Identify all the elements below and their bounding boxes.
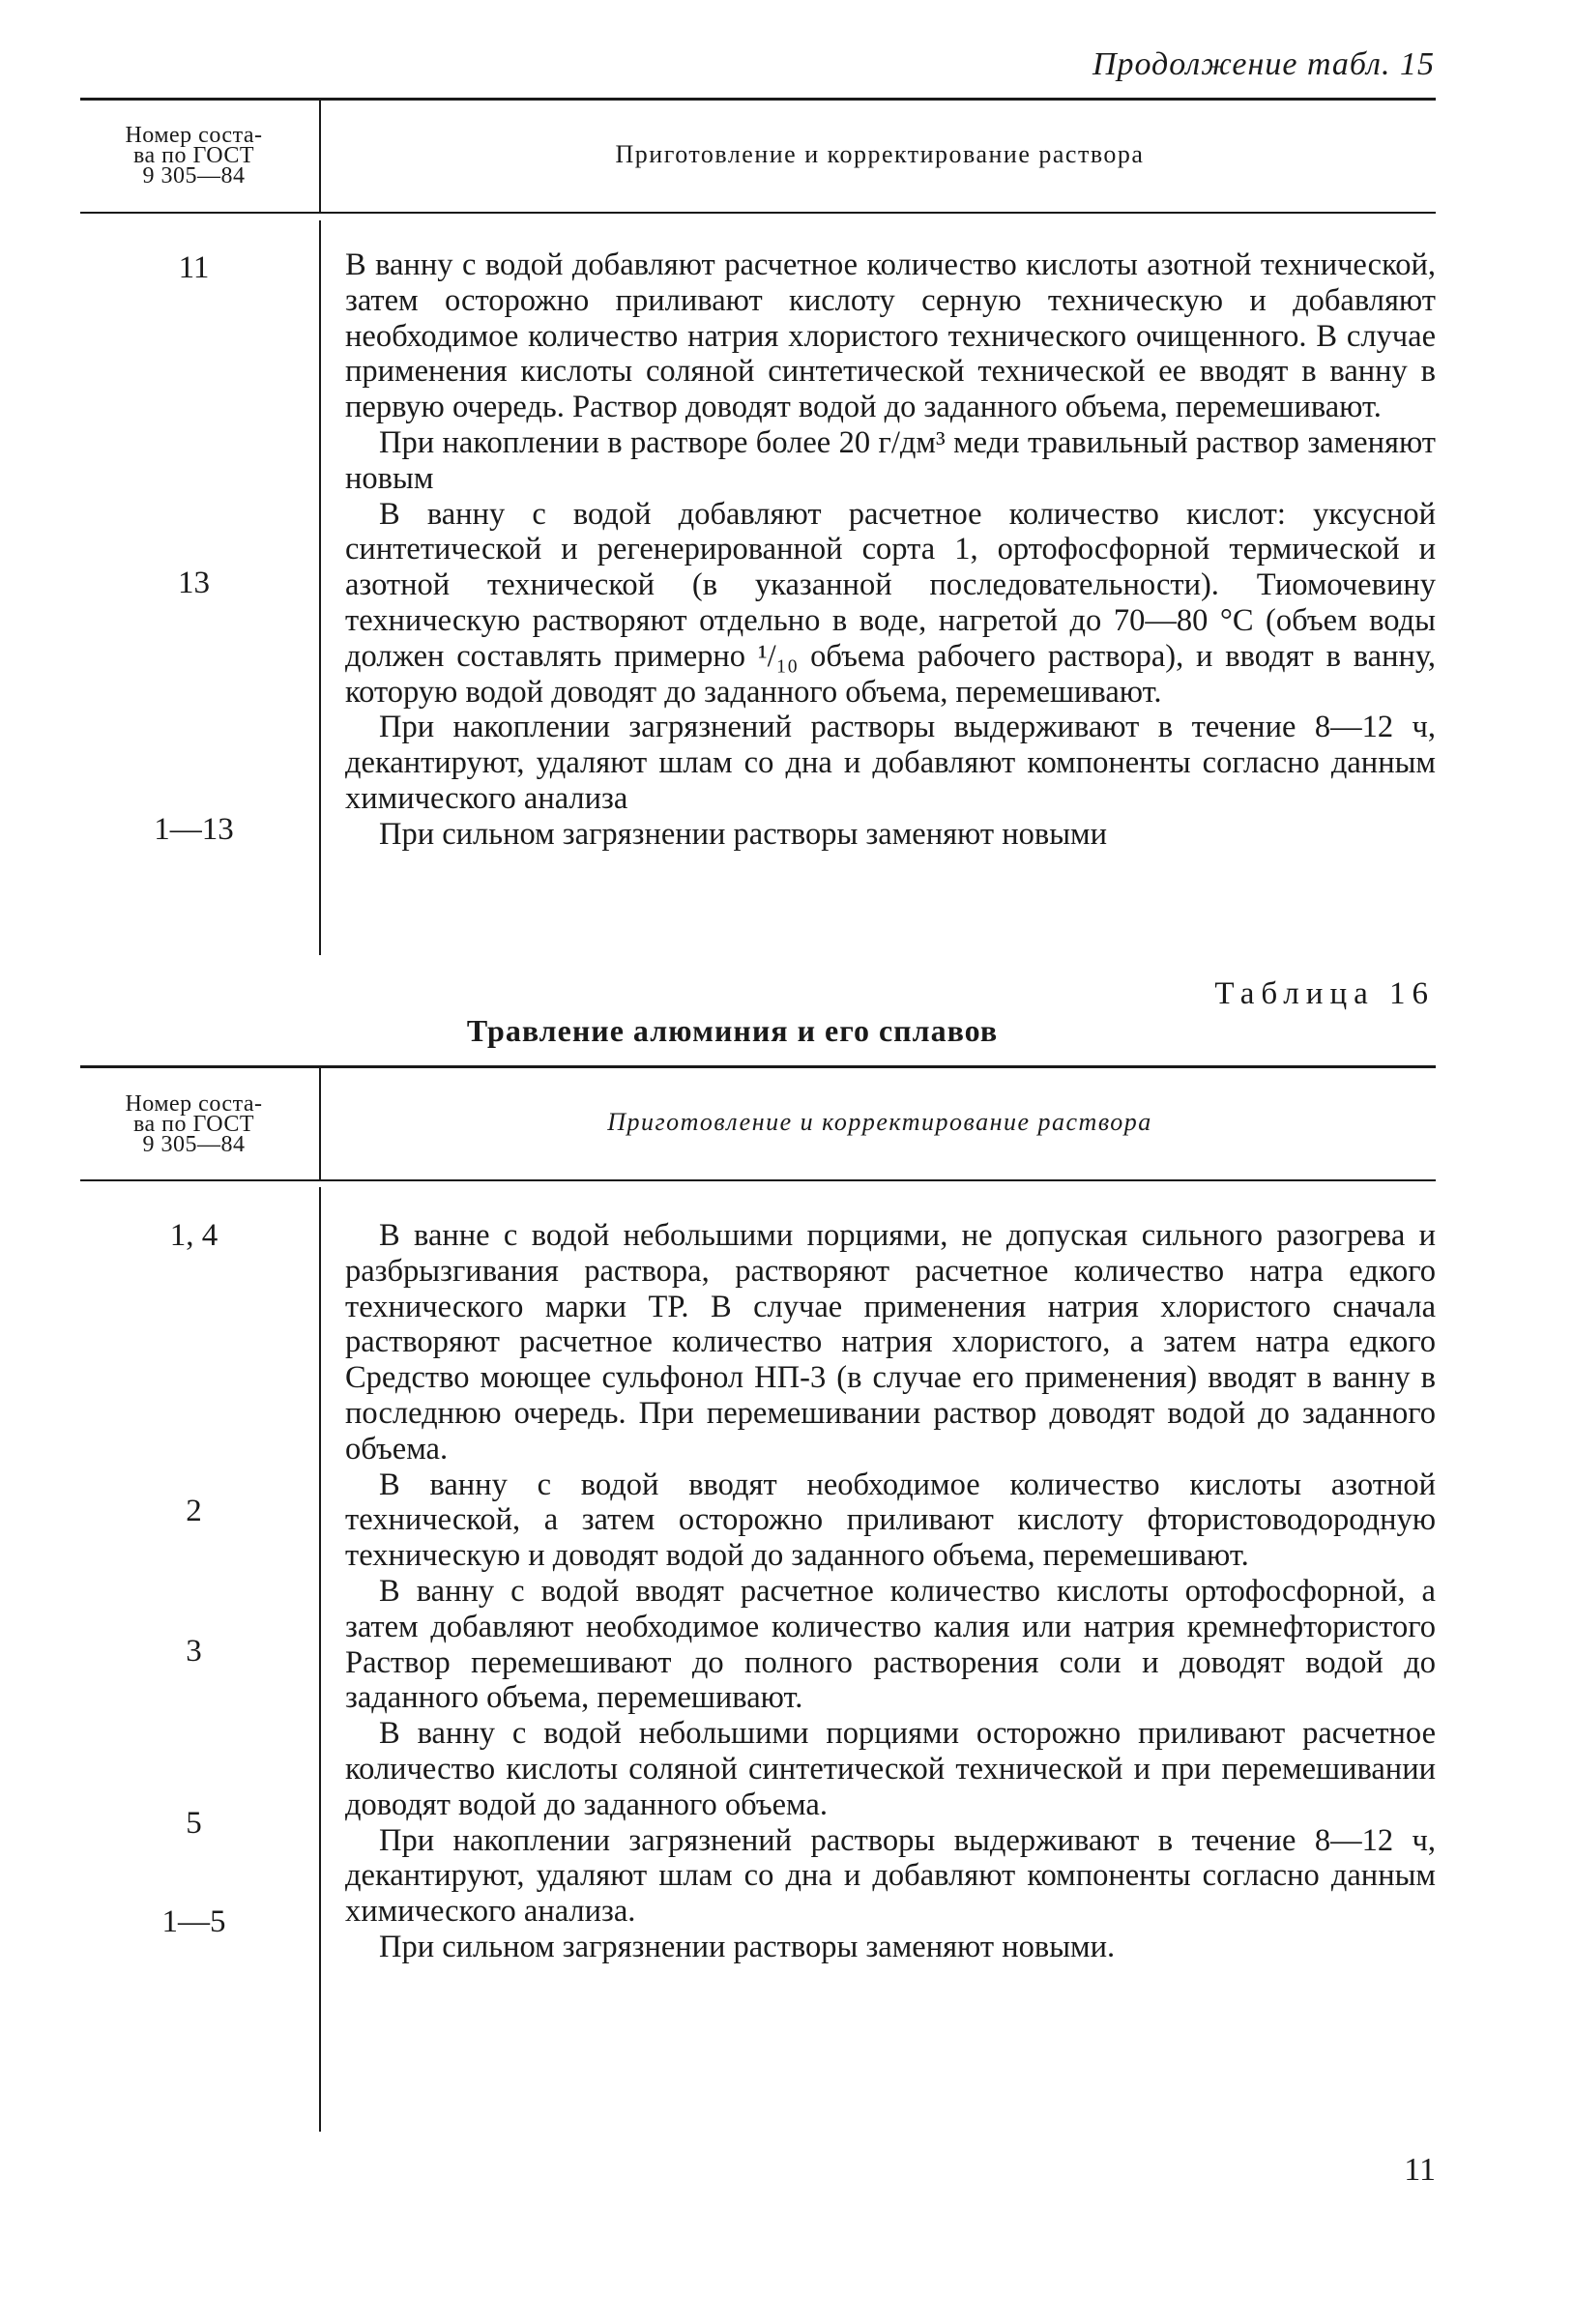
table16-header-col2: Приготовление и корректирование раствора (607, 1108, 1152, 1136)
table16-header-divider (319, 1068, 321, 1179)
table16-paragraph: При сильном загрязнении растворы заменяют новыми. (379, 1929, 1116, 1964)
row-number: 11 (178, 250, 210, 285)
table16-header-rule (80, 1179, 1436, 1181)
table15-top-rule (80, 98, 1436, 101)
table15-paragraph: В ванну с водой добавляют расчетное количество кислоты азотной технической, затем осторожно приливают кислоту серную техническую и добавляют необходимое количество натрия хлористого технического очищенного. В случае применения кислоты соляной синтетической технической ее вводят в ванну в первую очередь. Раствор доводят водой до заданного объема, перемешивают. (345, 247, 1436, 425)
table15-text-column (345, 247, 1436, 853)
table16-header-col1-line: 9 305—84 (142, 1132, 246, 1157)
row-number: 3 (186, 1634, 202, 1669)
row-number: 2 (186, 1494, 202, 1528)
table15-paragraph: При сильном загрязнении растворы заменяют новыми (379, 816, 1108, 852)
table16-paragraph: При накоплении загрязнений растворы выдерживают в течение 8—12 ч, декантируют, удаляют шлам со дна и добавляют компоненты согласно данным химического анализа. (345, 1822, 1436, 1930)
table15-header-rule (80, 212, 1436, 214)
table16-label: Таблица 16 (1214, 976, 1435, 1011)
table16-paragraph: В ванну с водой вводят необходимое количество кислоты азотной технической, а затем осторожно приливают кислоту фтористоводородную техническую и доводят водой до заданного объема, перемешивают. (345, 1467, 1436, 1574)
table15-paragraph: При накоплении в растворе более 20 г/дм³ меди травильный раствор заменяют новым (345, 424, 1436, 496)
continuation-header: Продолжение табл. 15 (1092, 46, 1435, 82)
table16-header-col1 (85, 1091, 303, 1157)
table15-header-col1 (85, 123, 303, 189)
row-number: 13 (178, 566, 210, 600)
table16-paragraph: В ванну с водой небольшими порциями осторожно приливают расчетное количество кислоты соляной синтетической технической и при перемешивании доводят водой до заданного объема. (345, 1716, 1436, 1822)
table15-paragraph: При накоплении загрязнений растворы выдерживают в течение 8—12 ч, декантируют, удаляют шлам со дна и добавляют компоненты согласно данным химического анализа (345, 710, 1436, 816)
row-number: 1—5 (161, 1904, 226, 1939)
page-number: 11 (1404, 2152, 1436, 2188)
table15-header-col2: Приготовление и корректирование раствора (615, 140, 1145, 168)
table16-header-col1-line: ва по ГОСТ (132, 1112, 255, 1137)
table16-column-divider (319, 1187, 321, 2132)
table16-top-rule (80, 1065, 1436, 1068)
table16-header-col1-line: Номер соста- (125, 1091, 263, 1117)
table15-header-col1-line: ва по ГОСТ (132, 143, 255, 168)
row-number: 5 (186, 1806, 202, 1841)
table15-paragraph: В ванну с водой добавляют расчетное количество кислот: уксусной синтетической и регенерированной сорта 1, ортофосфорной термической и азотной технической (в указанной последовательности). Тиомочевину техническую растворяют отдельно в воде, нагретой до 70—80 °С (объем воды должен составлять примерно ¹/₁₀ объема рабочего раствора), и вводят в ванну, которую водой доводят до заданного объема, перемешивают. (345, 496, 1436, 710)
row-number: 1, 4 (169, 1218, 218, 1253)
row-number: 1—13 (154, 812, 234, 847)
table16-title: Травление алюминия и его сплавов (466, 1013, 999, 1048)
table15-column-divider (319, 220, 321, 955)
table15-header-col1-line: 9 305—84 (142, 163, 246, 189)
table15-header-divider (319, 101, 321, 212)
table15-header-col1-line: Номер соста- (125, 123, 263, 148)
table16-paragraph: В ванну с водой вводят расчетное количество кислоты ортофосфорной, а затем добавляют необходимое количество калия или натрия кремнефтористого Раствор перемешивают до полного растворения соли и доводят водой до заданного объема, перемешивают. (345, 1573, 1436, 1716)
table16-text-column (345, 1218, 1436, 1965)
table16-paragraph: В ванне с водой небольшими порциями, не допуская сильного разогрева и разбрызгивания раствора, растворяют расчетное количество натра едкого технического марки ТР. В случае применения натрия хлористого сначала растворяют расчетное количество натрия хлористого, а затем натра едкого Средство моющее сульфонол НП-3 (в случае его применения) вводят в ванну в последнюю очередь. При перемешивании раствор доводят водой до заданного объема. (345, 1218, 1436, 1467)
